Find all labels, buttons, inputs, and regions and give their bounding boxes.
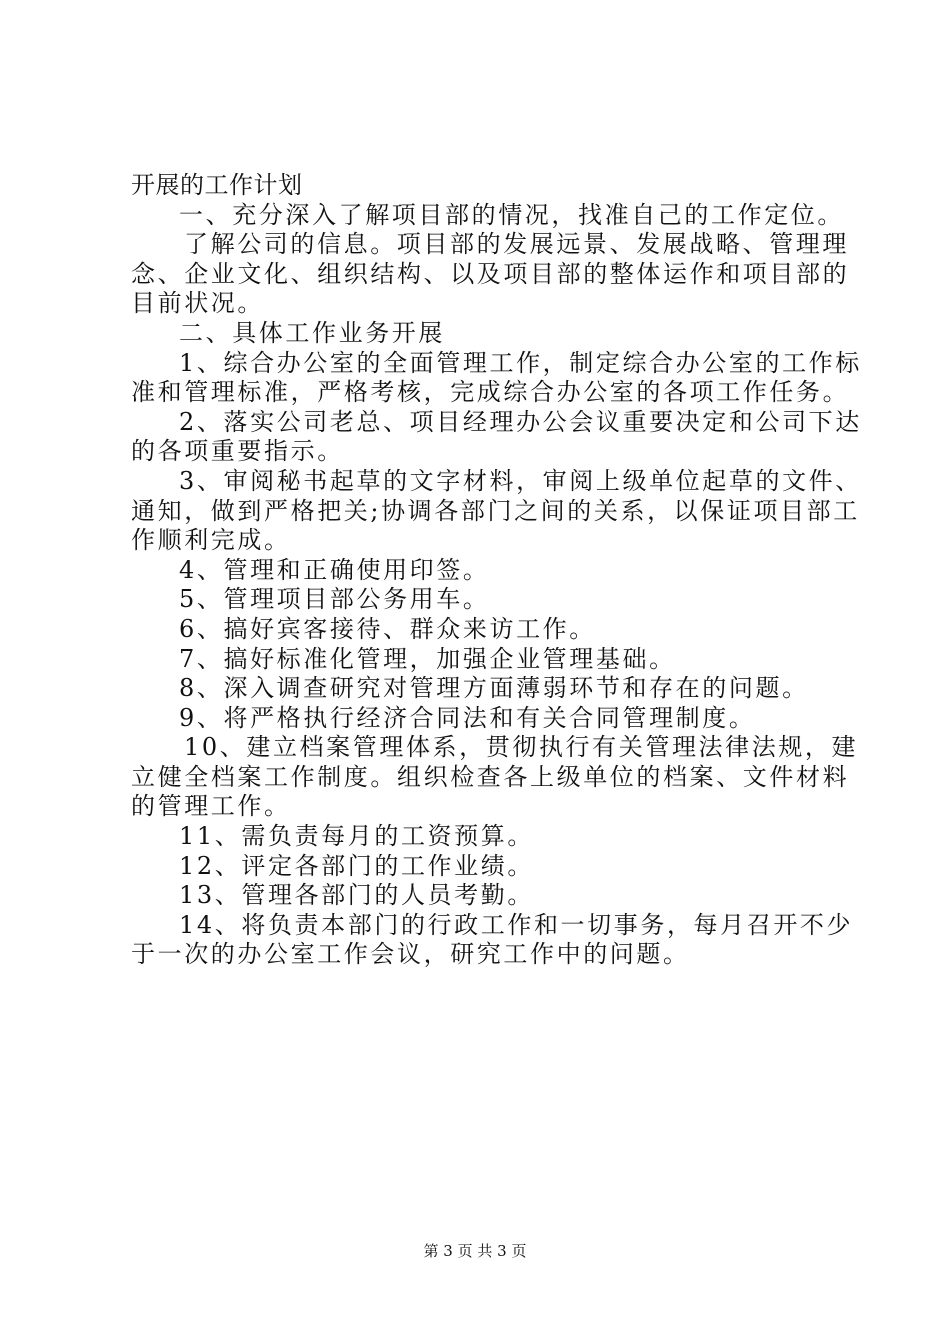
text-line: 5、管理项目部公务用车。 — [179, 585, 490, 614]
text-line: 9、将严格执行经济合同法和有关合同管理制度。 — [179, 703, 756, 732]
text-line: 作顺利完成。 — [131, 526, 291, 555]
text-line: 开展的工作计划 — [131, 171, 303, 199]
page-number-footer: 第 3 页 共 3 页 — [423, 1242, 527, 1260]
text-line: 6、搞好宾客接待、群众来访工作。 — [179, 614, 596, 643]
text-line: 3、审阅秘书起草的文字材料，审阅上级单位起草的文件、 — [179, 466, 862, 495]
text-line: 12、评定各部门的工作业绩。 — [179, 851, 534, 880]
text-line: 准和管理标准，严格考核，完成综合办公室的各项工作任务。 — [131, 378, 850, 407]
text-line: 一、充分深入了解项目部的情况，找准自己的工作定位。 — [179, 200, 844, 229]
text-line: 立健全档案工作制度。组织检查各上级单位的档案、文件材料 — [131, 762, 850, 791]
text-line: 10、建立档案管理体系，贯彻执行有关管理法律法规，建 — [184, 733, 859, 762]
text-line: 4、管理和正确使用印签。 — [179, 555, 490, 584]
document-body — [131, 171, 862, 970]
text-line: 于一次的办公室工作会议，研究工作中的问题。 — [131, 940, 690, 969]
text-line: 8、深入调查研究对管理方面薄弱环节和存在的问题。 — [179, 674, 809, 703]
text-line: 14、将负责本部门的行政工作和一切事务，每月召开不少 — [179, 910, 854, 939]
text-line: 1、综合办公室的全面管理工作，制定综合办公室的工作标 — [179, 348, 862, 377]
text-line: 通知，做到严格把关;协调各部门之间的关系，以保证项目部工 — [131, 496, 860, 525]
text-line: 了解公司的信息。项目部的发展远景、发展战略、管理理 — [184, 230, 849, 259]
text-line: 二、具体工作业务开展 — [179, 318, 445, 347]
text-line: 的管理工作。 — [131, 792, 291, 821]
text-line: 7、搞好标准化管理，加强企业管理基础。 — [179, 644, 676, 673]
text-line: 的各项重要指示。 — [131, 437, 344, 466]
text-line: 目前状况。 — [131, 289, 264, 318]
text-line: 11、需负责每月的工资预算。 — [179, 822, 534, 851]
text-line: 2、落实公司老总、项目经理办公会议重要决定和公司下达 — [179, 407, 862, 436]
text-line: 13、管理各部门的人员考勤。 — [179, 881, 534, 910]
text-line: 念、企业文化、组织结构、以及项目部的整体运作和项目部的 — [131, 259, 850, 288]
